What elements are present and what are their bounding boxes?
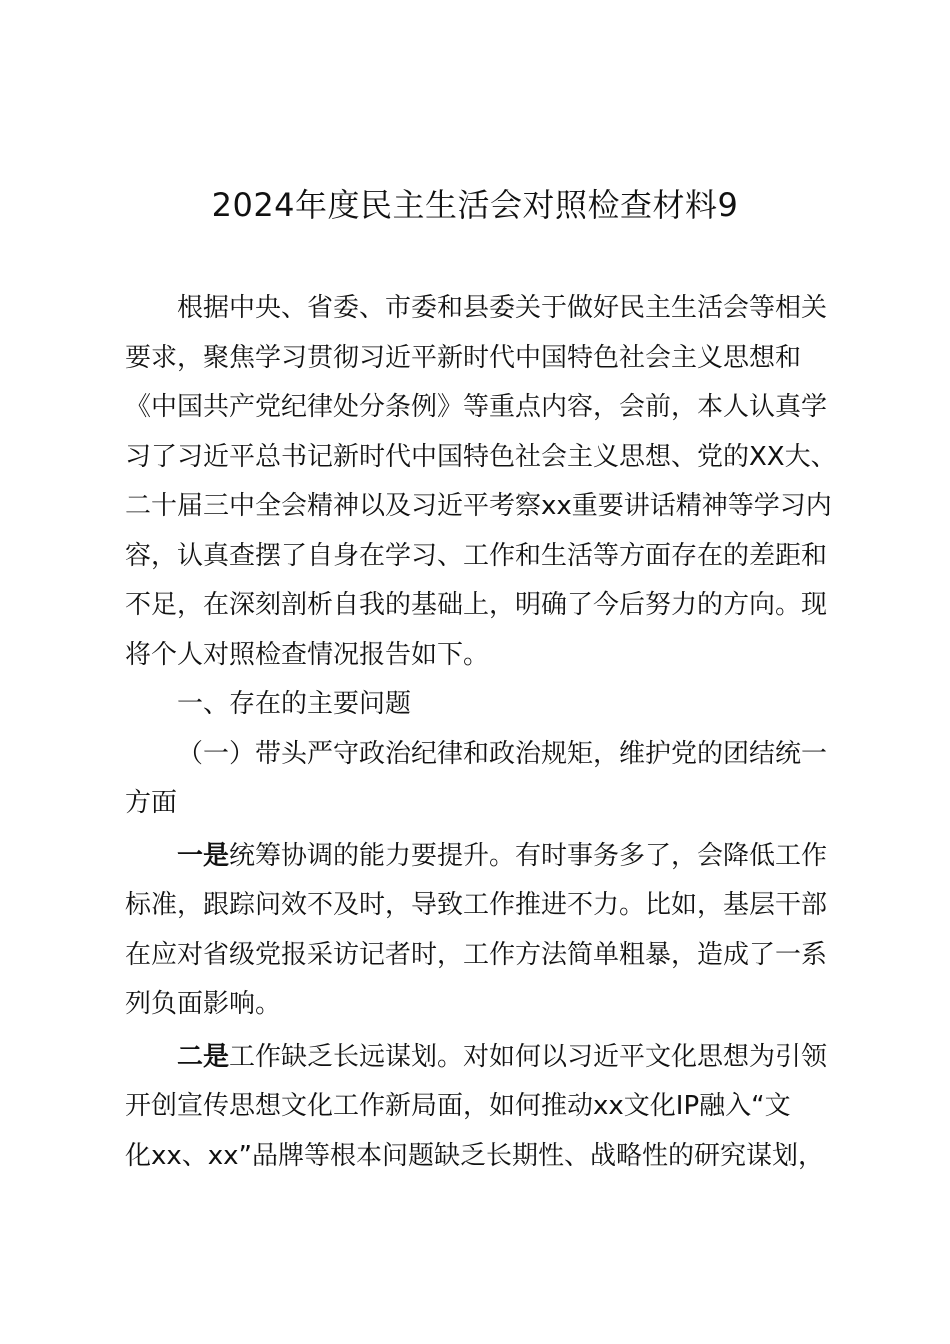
intro-line: 习了习近平总书记新时代中国特色社会主义思想、党的XX大、	[125, 441, 837, 472]
point-one-lead: 一是	[177, 840, 230, 871]
point-two-first-line	[125, 1033, 835, 1083]
intro-line: 要求，聚焦学习贯彻习近平新时代中国特色社会主义思想和	[125, 342, 802, 373]
point-two-line: 化xx、xx”品牌等根本问题缺乏长期性、战略性的研究谋划，	[125, 1140, 825, 1171]
intro-line: 容，认真查摆了自身在学习、工作和生活等方面存在的差距和	[125, 540, 828, 571]
point-two-lead: 二是	[177, 1041, 230, 1072]
point-one-line: 列负面影响。	[125, 989, 282, 1019]
intro-line: 《中国共产党纪律处分条例》等重点内容，会前，本人认真学	[125, 392, 828, 422]
point-two-line: 开创宣传思想文化工作新局面，如何推动xx文化IP融入“文	[125, 1091, 791, 1121]
point-two-text: 工作缺乏长远谋划。对如何以习近平文化思想为引领	[229, 1041, 828, 1072]
section-heading: 一、存在的主要问题	[177, 689, 412, 719]
intro-line: 二十届三中全会精神以及习近平考察xx重要讲话精神等学习内	[125, 491, 832, 521]
point-one-line: 标准，跟踪问效不及时，导致工作推进不力。比如，基层干部	[125, 890, 828, 920]
intro-line: 根据中央、省委、市委和县委关于做好民主生活会等相关	[177, 293, 828, 323]
document-title: 2024年度民主生活会对照检查材料9	[211, 186, 739, 224]
subsection-heading-line: （一）带头严守政治纪律和政治规矩，维护党的团结统一	[177, 738, 828, 769]
intro-line: 不足，在深刻剖析自我的基础上，明确了今后努力的方向。现	[125, 590, 828, 620]
point-one-text: 统筹协调的能力要提升。有时事务多了，会降低工作	[229, 840, 828, 871]
point-one-line: 在应对省级党报采访记者时，工作方法简单粗暴，造成了一系	[125, 939, 828, 970]
subsection-heading-line: 方面	[125, 788, 178, 818]
point-one-first-line	[125, 832, 835, 882]
intro-line: 将个人对照检查情况报告如下。	[125, 639, 490, 670]
document-body	[125, 284, 835, 1181]
